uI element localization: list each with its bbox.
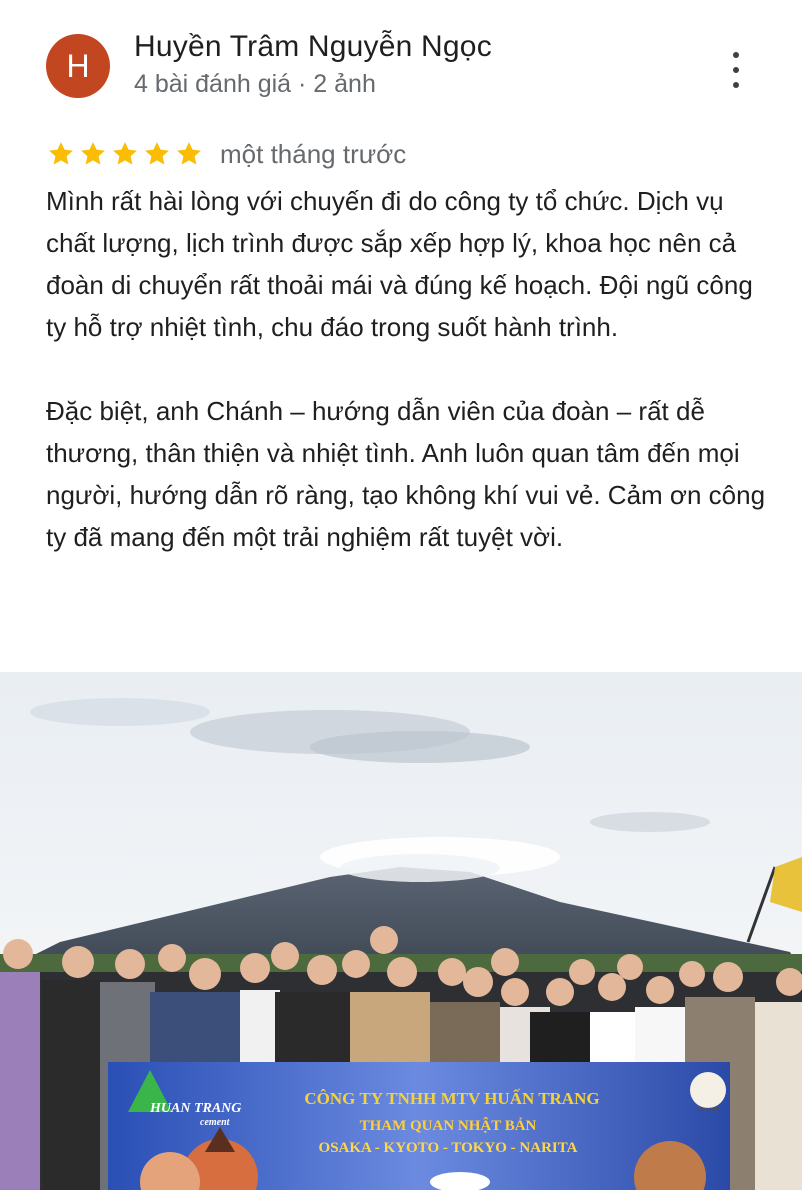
- star-icon: [110, 139, 140, 169]
- reviewer-name[interactable]: Huyền Trâm Nguyễn Ngọc: [134, 30, 492, 63]
- reviewer-meta: 4 bài đánh giá · 2 ảnh: [134, 70, 376, 98]
- banner-logo-sub: cement: [200, 1117, 230, 1128]
- star-icon: [142, 139, 172, 169]
- banner-title: CÔNG TY TNHH MTV HUẤN TRANG: [304, 1089, 600, 1108]
- banner-logo-text: HUAN TRANG: [150, 1101, 242, 1116]
- review-paragraph: Mình rất hài lòng với chuyến đi do công ty tổ chức. Dịch vụ chất lượng, lịch trình được sắp xếp hợp lý, khoa học nên cả đoàn di chuyển rất thoải mái và đúng kế hoạch. Đội ngũ công ty hỗ trợ nhiệt tình, chu đáo trong suốt hành trình.: [46, 186, 753, 342]
- more-options-button[interactable]: [720, 52, 752, 88]
- banner-route: OSAKA - KYOTO - TOKYO - NARITA: [318, 1140, 578, 1156]
- banner-subtitle: THAM QUAN NHẬT BẢN: [359, 1118, 537, 1134]
- review-paragraph: Đặc biệt, anh Chánh – hướng dẫn viên của đoàn – rất dễ thương, thân thiện và nhiệt tình. Anh luôn quan tâm đến mọi người, hướng dẫn rõ ràng, tạo không khí vui vẻ. Cảm ơn công ty đã mang đến một trải nghiệm rất tuyệt vời.: [46, 396, 766, 552]
- more-vert-icon: [733, 52, 739, 58]
- star-rating: [46, 139, 204, 169]
- star-icon: [78, 139, 108, 169]
- rating-row: [46, 134, 406, 174]
- avatar-initial: H: [66, 47, 90, 84]
- banner-badge: AN HUY: [696, 1108, 720, 1114]
- tour-banner: [108, 1062, 730, 1190]
- review-time: một tháng trước: [220, 138, 407, 169]
- group-photo-mount-fuji: [0, 672, 802, 1190]
- review-photo[interactable]: [0, 672, 802, 1190]
- review-text: [46, 180, 766, 558]
- star-icon: [174, 139, 204, 169]
- review-header: [0, 0, 802, 120]
- avatar[interactable]: [46, 34, 110, 98]
- star-icon: [46, 139, 76, 169]
